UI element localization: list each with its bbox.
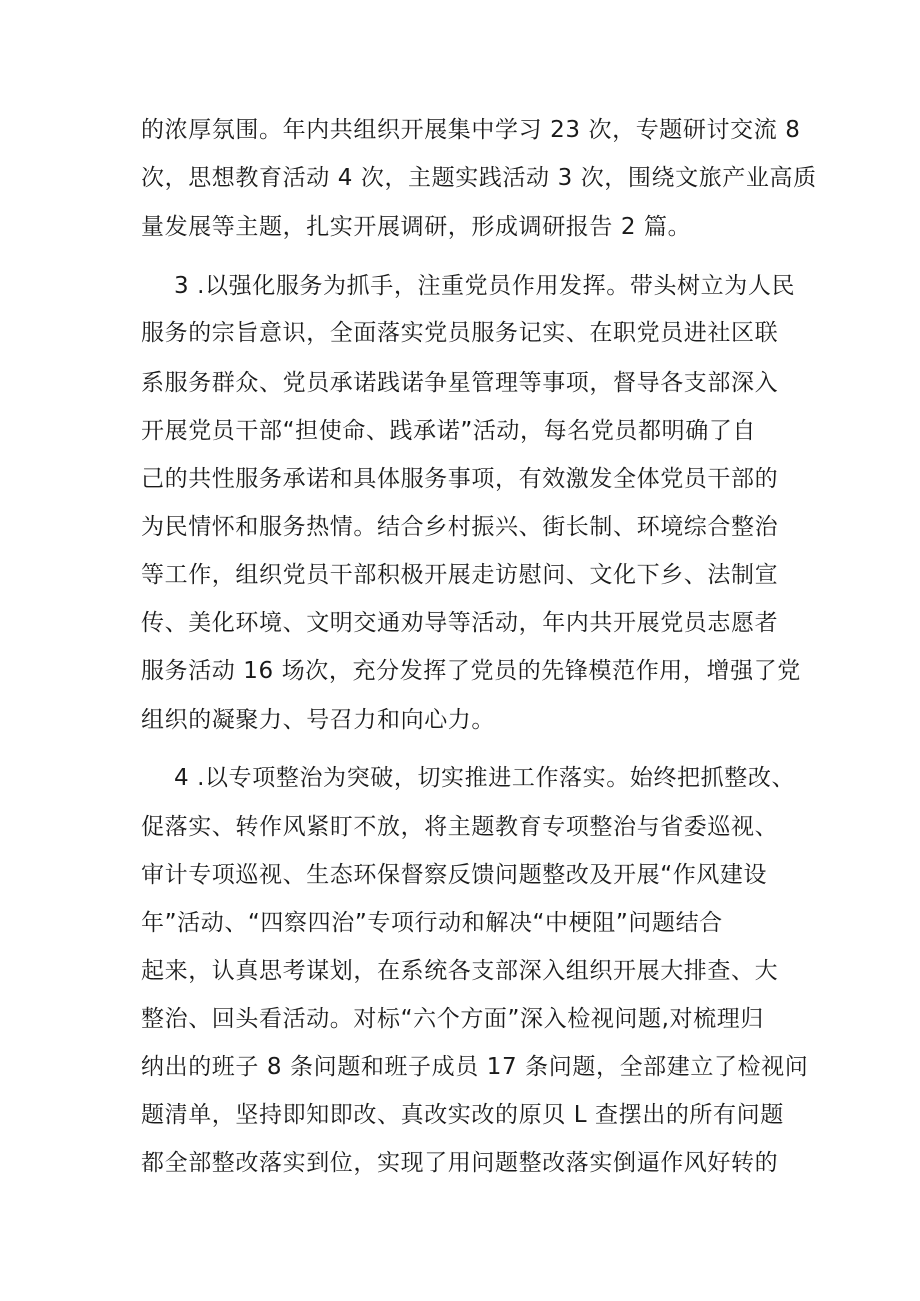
text-line: 整治、回头看活动。对标“六个方面”深入检视问题,对梳理归 [141, 1006, 764, 1032]
paragraph-4-heading-line: 4 .以专项整治为突破，切实推进工作落实。始终把抓整改、 [174, 765, 796, 791]
text-line: 为民情怀和服务热情。结合乡村振兴、街长制、环境综合整治 [141, 514, 779, 540]
text-line: 服务的宗旨意识，全面落实党员服务记实、在职党员进社区联 [141, 320, 779, 346]
text-line: 题清单，坚持即知即改、真改实改的原贝 L 查摆出的所有问题 [141, 1102, 784, 1128]
text-line: 传、美化环境、文明交通劝导等活动，年内共开展党员志愿者 [141, 610, 779, 636]
text-line: 年”活动、“四察四治”专项行动和解决“中梗阻”问题结合 [141, 910, 723, 936]
paragraph-3-heading-line: 3 .以强化服务为抓手，注重党员作用发挥。带头树立为人民 [174, 273, 796, 299]
text-line: 次，思想教育活动 4 次，主题实践活动 3 次，围绕文旅产业高质 [141, 165, 817, 191]
text-line: 服务活动 16 场次，充分发挥了党员的先锋模范作用，增强了党 [141, 658, 801, 684]
text-line: 开展党员干部“担使命、践承诺”活动，每名党员都明确了自 [141, 418, 757, 444]
text-line: 的浓厚氛围。年内共组织开展集中学习 23 次，专题研讨交流 8 [141, 117, 801, 143]
text-line: 系服务群众、党员承诺践诺争星管理等事项，督导各支部深入 [141, 370, 779, 396]
text-line: 等工作，组织党员干部积极开展走访慰问、文化下乡、法制宣 [141, 562, 779, 588]
text-line: 审计专项巡视、生态环保督察反馈问题整改及开展“作风建设 [141, 862, 768, 888]
text-line: 都全部整改落实到位，实现了用问题整改落实倒逼作风好转的 [141, 1150, 779, 1176]
text-line: 促落实、转作风紧盯不放，将主题教育专项整治与省委巡视、 [141, 814, 779, 840]
text-line: 起来，认真思考谋划，在系统各支部深入组织开展大排查、大 [141, 958, 779, 984]
text-line: 纳出的班子 8 条问题和班子成员 17 条问题，全部建立了检视问 [141, 1054, 809, 1080]
text-line: 己的共性服务承诺和具体服务事项，有效激发全体党员干部的 [141, 466, 779, 492]
text-line: 量发展等主题，扎实开展调研，形成调研报告 2 篇。 [141, 214, 692, 240]
text-line: 组织的凝聚力、号召力和向心力。 [141, 707, 495, 733]
